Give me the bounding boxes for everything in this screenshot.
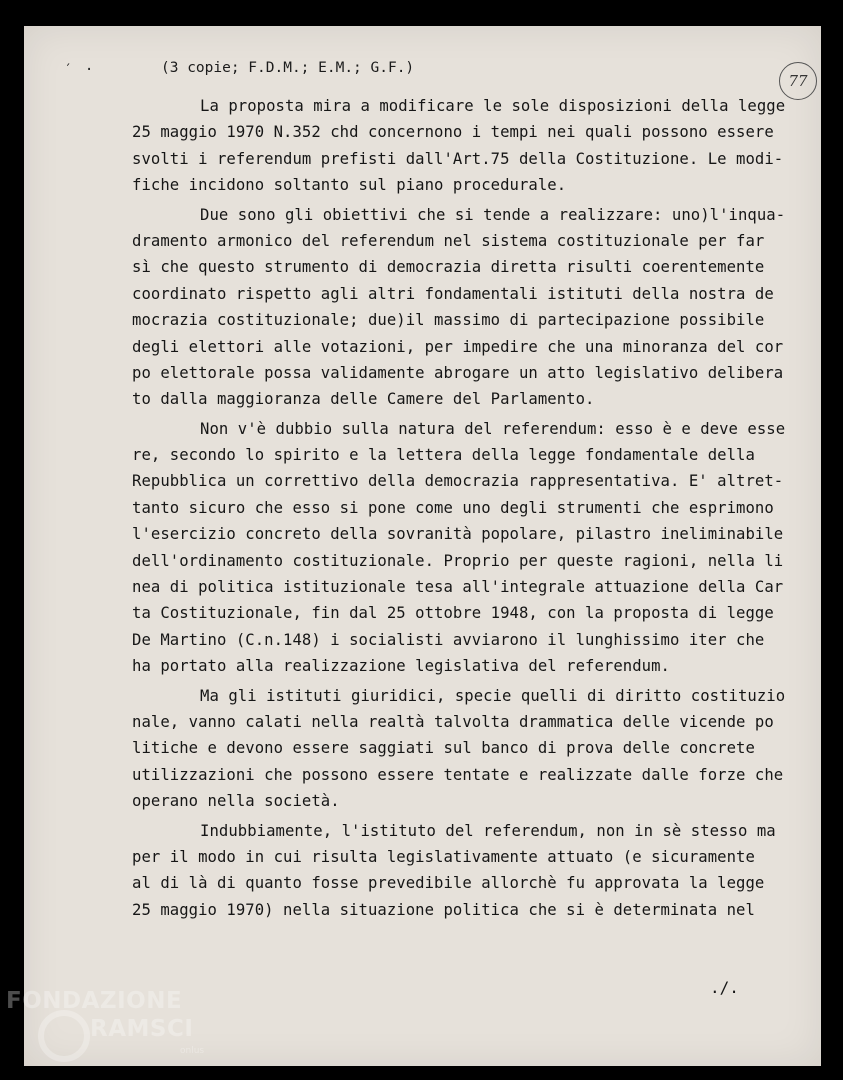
watermark-sub: onlus [180,1046,205,1056]
page-number: 77 [788,72,808,90]
text-line: re, secondo lo spirito e la lettera della legge fondamentale della [132,446,755,465]
watermark-line2: RAMSCI [90,1016,194,1042]
text-line: 25 maggio 1970 N.352 chd concernono i tempi nei quali possono essere [132,123,774,142]
corner-marks: ′ · [64,62,96,78]
text-line: per il modo in cui risulta legislativamente attuato (e sicuramente [132,847,755,866]
gramsci-g-icon [38,1010,90,1062]
text-line: Indubbiamente, l'istituto del referendum, non in sè stesso ma [200,821,776,840]
text-line: Due sono gli obiettivi che si tende a realizzare: uno)l'inqua- [200,205,786,224]
copies-line: (3 copie; F.D.M.; E.M.; G.F.) [161,60,415,76]
text-line: mocrazia costituzionale; due)il massimo di partecipazione possibile [132,311,765,330]
text-line: dell'ordinamento costituzionale. Proprio per queste ragioni, nella li [132,551,784,570]
text-line: De Martino (C.n.148) i socialisti avviarono il lunghissimo iter che [132,630,765,649]
text-line: sì che questo strumento di democrazia diretta risulti coerentemente [132,258,765,277]
typed-body [132,93,817,923]
text-line: degli elettori alle votazioni, per impedire che una minoranza del cor [132,337,784,356]
text-line: svolti i referendum prefisti dall'Art.75 della Costituzione. Le modi- [132,149,784,168]
text-line: l'esercizio concreto della sovranità popolare, pilastro ineliminabile [132,525,784,544]
text-line: La proposta mira a modificare le sole disposizioni della legge [200,97,786,115]
text-line: coordinato rispetto agli altri fondamentali istituti della nostra de [132,284,774,303]
text-line: Non v'è dubbio sulla natura del referendum: esso è e deve esse [200,419,786,438]
text-line: al di là di quanto fosse prevedibile allorchè fu approvata la legge [132,874,765,893]
text-line: dramento armonico del referendum nel sistema costituzionale per far [132,231,765,250]
text-line: po elettorale possa validamente abrogare un atto legislativo delibera [132,363,784,382]
watermark-logo [6,988,205,1056]
text-line: ta Costituzionale, fin dal 25 ottobre 1948, con la proposta di legge [132,604,774,623]
text-line: Repubblica un correttivo della democrazia rappresentativa. E' altret- [132,472,784,491]
text-line: operano nella società. [132,792,340,811]
text-line: nea di politica istituzionale tesa all'integrale attuazione della Car [132,578,784,597]
text-line: litiche e devono essere saggiati sul banco di prova delle concrete [132,739,755,758]
text-line: nale, vanno calati nella realtà talvolta drammatica delle vicende po [132,712,774,731]
text-line: Ma gli istituti giuridici, specie quelli di diritto costituzio [200,686,786,705]
text-line: utilizzazioni che possono essere tentate e realizzate dalle forze che [132,765,784,784]
text-line: tanto sicuro che esso si pone come uno degli strumenti che esprimono [132,498,774,517]
watermark-line1: FONDAZIONE [6,988,183,1014]
text-line: to dalla maggioranza delle Camere del Parlamento. [132,390,595,409]
text-line: 25 maggio 1970) nella situazione politica che si è determinata nel [132,900,755,919]
text-line: ha portato alla realizzazione legislativa del referendum. [132,657,670,676]
continuation-mark: ./. [710,978,739,997]
text-line: fiche incidono soltanto sul piano procedurale. [132,176,567,195]
